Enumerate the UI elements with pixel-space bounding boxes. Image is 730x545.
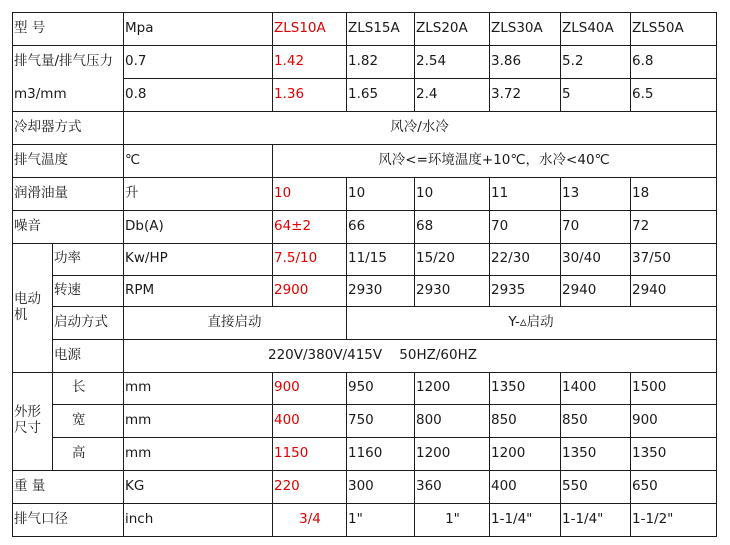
- dimension-height-value-6: 1350: [632, 444, 667, 461]
- noise-value-1: 64±2: [274, 217, 312, 234]
- cooling-label: 冷却器方式: [14, 118, 82, 135]
- table-border-left: [12, 12, 13, 537]
- dimension-height-value-2: 1160: [348, 444, 383, 461]
- grid-line-h: [12, 372, 717, 373]
- weight-value-1: 220: [274, 477, 300, 494]
- grid-line-v: [52, 243, 53, 373]
- grid-line-h: [12, 210, 717, 211]
- grid-line-v: [346, 306, 347, 340]
- grid-line-v: [346, 12, 347, 112]
- outlet-value-5: 1-1/4": [562, 510, 604, 527]
- dimension-height-value-1: 1150: [274, 444, 309, 461]
- motor-start-label: 启动方式: [54, 313, 108, 330]
- motor-speed-value-1: 2900: [274, 281, 309, 298]
- dimension-width-value-5: 850: [562, 411, 588, 428]
- cooling-value: 风冷/水冷: [390, 118, 449, 135]
- motor-power-label: 功率: [54, 250, 81, 267]
- grid-line-v: [414, 177, 415, 307]
- motor-power-value-3: 15/20: [416, 250, 455, 267]
- dimension-length-value-5: 1400: [562, 379, 597, 396]
- noise-value-2: 66: [348, 217, 366, 234]
- noise-value-3: 68: [416, 217, 434, 234]
- dimension-height-value-4: 1200: [491, 444, 526, 461]
- grid-line-h: [12, 144, 717, 145]
- grid-line-v: [489, 372, 490, 537]
- flow-pressure-value-4: 3.86: [491, 52, 522, 69]
- grid-line-v: [489, 12, 490, 112]
- grid-line-v: [52, 372, 53, 471]
- noise-unit: Db(A): [125, 217, 164, 234]
- oil-value-4: 11: [491, 184, 509, 201]
- grid-line-h: [12, 111, 717, 112]
- outlet-value-3: 1": [445, 510, 460, 527]
- flow-pressure-unit-value: 0.7: [125, 52, 147, 69]
- oil-value-1: 10: [274, 184, 292, 201]
- flow-value-4: 3.72: [491, 85, 522, 102]
- oil-value-2: 10: [348, 184, 366, 201]
- motor-group-label: 电动机: [14, 290, 41, 323]
- outlet-value-2: 1": [348, 510, 363, 527]
- grid-line-v: [346, 372, 347, 537]
- dimension-length-value-6: 1500: [632, 379, 667, 396]
- grid-line-h: [12, 45, 717, 46]
- motor-speed-value-3: 2930: [416, 281, 451, 298]
- noise-value-6: 72: [632, 217, 650, 234]
- grid-line-h: [52, 306, 717, 307]
- grid-line-h: [12, 470, 717, 471]
- model-name-6: ZLS50A: [632, 19, 684, 36]
- motor-power-value-4: 22/30: [491, 250, 530, 267]
- dimension-length-value-3: 1200: [416, 379, 451, 396]
- model-label: 型 号: [14, 19, 46, 36]
- motor-speed-value-2: 2930: [348, 281, 383, 298]
- oil-label: 润滑油量: [14, 184, 68, 201]
- grid-line-v: [560, 177, 561, 307]
- exhaust-temp-label: 排气温度: [14, 151, 68, 168]
- motor-speed-unit: RPM: [125, 281, 155, 298]
- grid-line-h: [52, 437, 717, 438]
- outlet-label: 排气口径: [14, 510, 68, 527]
- motor-start-star-delta: Y-▵启动: [508, 313, 554, 330]
- flow-pressure-value-5: 5.2: [562, 52, 584, 69]
- noise-label: 噪音: [14, 217, 41, 234]
- weight-value-2: 300: [348, 477, 374, 494]
- grid-line-h: [12, 503, 717, 504]
- grid-line-v: [630, 372, 631, 537]
- motor-supply-value: 220V/380V/415V 50HZ/60HZ: [268, 346, 477, 363]
- model-name-5: ZLS40A: [562, 19, 614, 36]
- flow-pressure-label: 排气量/排气压力: [14, 52, 114, 69]
- motor-supply-label: 电源: [54, 346, 81, 363]
- motor-speed-value-6: 2940: [632, 281, 667, 298]
- dimension-height-value-3: 1200: [416, 444, 451, 461]
- grid-line-h: [12, 243, 717, 244]
- grid-line-v: [630, 177, 631, 307]
- motor-speed-label: 转速: [54, 281, 81, 298]
- grid-line-v: [560, 12, 561, 112]
- dimension-width-label: 宽: [72, 411, 86, 428]
- grid-line-h: [52, 275, 717, 276]
- exhaust-temp-value: 风冷<=环境温度+10℃，水冷<40℃: [378, 151, 610, 168]
- dimension-height-value-5: 1350: [562, 444, 597, 461]
- flow-value-2: 1.65: [348, 85, 379, 102]
- dimension-width-value-2: 750: [348, 411, 374, 428]
- flow-pressure-value-1: 1.42: [274, 52, 305, 69]
- oil-unit: 升: [125, 184, 139, 201]
- grid-line-h: [12, 536, 717, 537]
- outlet-value-4: 1-1/4": [491, 510, 533, 527]
- dimension-length-label: 长: [72, 379, 86, 396]
- dimension-length-value-1: 900: [274, 379, 300, 396]
- motor-power-value-6: 37/50: [632, 250, 671, 267]
- model-name-3: ZLS20A: [416, 19, 468, 36]
- grid-line-v: [272, 177, 273, 307]
- noise-value-5: 70: [562, 217, 580, 234]
- flow-value-3: 2.4: [416, 85, 438, 102]
- dimension-length-value-2: 950: [348, 379, 374, 396]
- grid-line-v: [123, 12, 124, 537]
- model-name-1: ZLS10A: [274, 19, 326, 36]
- outlet-unit: inch: [125, 510, 154, 527]
- oil-value-5: 13: [562, 184, 580, 201]
- grid-line-h: [52, 404, 717, 405]
- grid-line-h: [12, 12, 717, 13]
- grid-line-v: [346, 177, 347, 307]
- grid-line-h: [52, 339, 717, 340]
- dimension-width-value-6: 900: [632, 411, 658, 428]
- weight-value-4: 400: [491, 477, 517, 494]
- motor-power-value-1: 7.5/10: [274, 250, 318, 267]
- dimension-length-unit: mm: [125, 379, 152, 396]
- motor-speed-value-5: 2940: [562, 281, 597, 298]
- dimension-height-unit: mm: [125, 444, 152, 461]
- flow-pressure-value-3: 2.54: [416, 52, 447, 69]
- model-name-4: ZLS30A: [491, 19, 543, 36]
- weight-label: 重 量: [14, 477, 46, 494]
- outlet-value-1: 3/4: [299, 510, 321, 527]
- motor-power-unit: Kw/HP: [125, 250, 168, 267]
- weight-value-6: 650: [632, 477, 658, 494]
- grid-line-v: [489, 177, 490, 307]
- flow-value-6: 6.5: [632, 85, 654, 102]
- weight-value-5: 550: [562, 477, 588, 494]
- grid-line-v: [414, 12, 415, 112]
- motor-start-direct: 直接启动: [207, 313, 262, 330]
- model-name-2: ZLS15A: [348, 19, 400, 36]
- outlet-value-6: 1-1/2": [632, 510, 674, 527]
- flow-value-1: 1.36: [274, 85, 305, 102]
- weight-unit: KG: [125, 477, 145, 494]
- flow-pressure-value-6: 6.8: [632, 52, 654, 69]
- model-unit: Mpa: [125, 19, 154, 36]
- oil-value-3: 10: [416, 184, 434, 201]
- flow-unit-label: m3/mm: [14, 85, 67, 102]
- grid-line-v: [272, 372, 273, 537]
- noise-value-4: 70: [491, 217, 509, 234]
- grid-line-v: [414, 372, 415, 537]
- dimension-width-value-4: 850: [491, 411, 517, 428]
- flow-unit-first-value: 0.8: [125, 85, 147, 102]
- grid-line-v: [272, 12, 273, 112]
- dimension-width-unit: mm: [125, 411, 152, 428]
- grid-line-v: [272, 144, 273, 178]
- dimension-group-label: 外形尺寸: [14, 404, 41, 436]
- weight-value-3: 360: [416, 477, 442, 494]
- dimension-width-value-3: 800: [416, 411, 442, 428]
- motor-power-value-2: 11/15: [348, 250, 387, 267]
- table-border-right: [716, 12, 717, 537]
- dimension-length-value-4: 1350: [491, 379, 526, 396]
- dimension-height-label: 高: [72, 444, 86, 461]
- flow-pressure-value-2: 1.82: [348, 52, 379, 69]
- exhaust-temp-unit: ℃: [125, 151, 141, 168]
- motor-power-value-5: 30/40: [562, 250, 601, 267]
- flow-value-5: 5: [562, 85, 571, 102]
- grid-line-h: [12, 177, 717, 178]
- grid-line-v: [630, 12, 631, 112]
- grid-line-h: [123, 78, 717, 79]
- grid-line-v: [560, 372, 561, 537]
- dimension-width-value-1: 400: [274, 411, 300, 428]
- oil-value-6: 18: [632, 184, 650, 201]
- motor-speed-value-4: 2935: [491, 281, 526, 298]
